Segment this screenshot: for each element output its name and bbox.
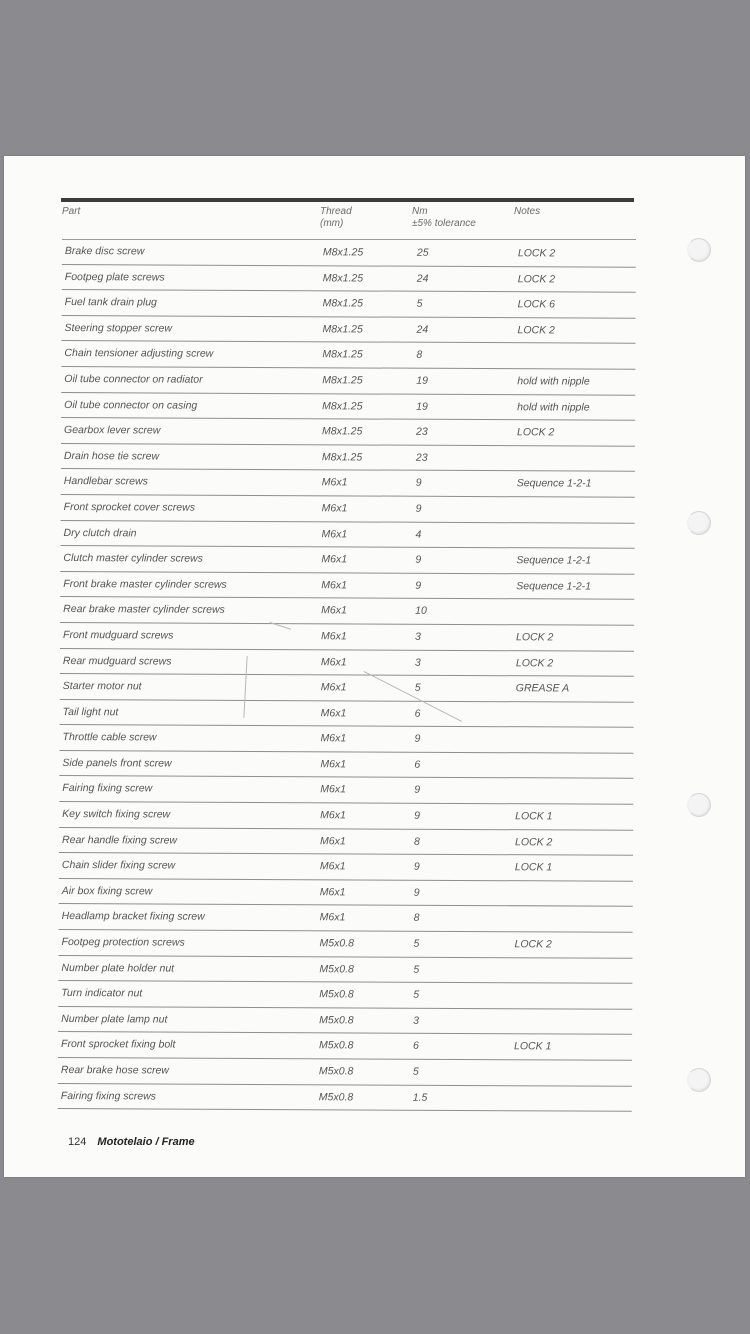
row-thread: M8x1.25 xyxy=(322,246,364,259)
row-thread: M8x1.25 xyxy=(322,348,363,361)
row-nm: 6 xyxy=(414,707,421,720)
row-thread: M6x1 xyxy=(320,655,347,668)
row-nm: 10 xyxy=(415,605,427,618)
row-nm: 24 xyxy=(416,323,429,336)
row-nm: 9 xyxy=(415,502,422,515)
table-row xyxy=(60,572,634,600)
table-row xyxy=(58,1007,632,1035)
table-row xyxy=(60,546,634,574)
row-nm: 8 xyxy=(414,835,420,848)
table-row xyxy=(58,1058,632,1086)
row-part: Starter motor nut xyxy=(62,680,142,693)
row-thread: M6x1 xyxy=(319,886,346,899)
row-thread: M5x0.8 xyxy=(319,1014,354,1027)
row-notes: LOCK 2 xyxy=(517,324,555,337)
row-nm: 5 xyxy=(413,963,420,976)
row-nm: 5 xyxy=(412,1065,419,1078)
row-nm: 9 xyxy=(415,553,422,566)
table-row xyxy=(59,853,633,881)
table-row xyxy=(60,700,634,728)
row-thread: M8x1.25 xyxy=(322,374,363,387)
row-part: Handlebar screws xyxy=(63,475,148,488)
table-row xyxy=(59,904,633,932)
row-nm: 4 xyxy=(415,528,422,541)
row-nm: 3 xyxy=(413,1014,420,1027)
row-part: Brake disc screw xyxy=(64,245,145,258)
row-notes: hold with nipple xyxy=(517,400,590,414)
row-nm: 23 xyxy=(416,425,428,438)
table-row xyxy=(60,623,634,651)
row-notes: Sequence 1-2-1 xyxy=(516,579,592,593)
table-row xyxy=(58,930,632,958)
row-thread: M6x1 xyxy=(321,578,348,592)
row-part: Rear mudguard screws xyxy=(62,654,172,668)
row-nm: 25 xyxy=(416,246,429,259)
header-nm: Nm ±5% tolerance xyxy=(412,206,476,229)
row-part: Turn indicator nut xyxy=(61,987,143,1000)
row-thread: M6x1 xyxy=(320,809,346,822)
row-notes: hold with nipple xyxy=(517,375,590,388)
row-notes: LOCK 2 xyxy=(517,426,555,439)
row-part: Fairing fixing screws xyxy=(60,1089,156,1103)
row-part: Front brake master cylinder screws xyxy=(63,577,227,591)
row-nm: 9 xyxy=(415,477,422,490)
page-number: 124 xyxy=(68,1136,87,1148)
row-thread: M5x0.8 xyxy=(319,1039,354,1052)
row-part: Gearbox lever screw xyxy=(64,424,161,437)
row-part: Rear brake hose screw xyxy=(60,1064,169,1077)
row-nm: 23 xyxy=(415,451,428,464)
row-notes: LOCK 2 xyxy=(515,835,553,849)
row-thread: M6x1 xyxy=(319,860,346,873)
torque-table-body xyxy=(58,239,636,1112)
row-part: Drain hose tie screw xyxy=(63,449,160,463)
table-row xyxy=(59,802,633,830)
row-thread: M6x1 xyxy=(321,502,348,515)
table-row xyxy=(59,828,633,856)
row-notes: LOCK 1 xyxy=(514,861,553,874)
row-part: Dry clutch drain xyxy=(63,526,137,539)
row-nm: 9 xyxy=(414,784,421,797)
row-thread: M8x1.25 xyxy=(322,399,363,413)
row-thread: M8x1.25 xyxy=(322,297,363,310)
row-notes: LOCK 2 xyxy=(517,272,556,286)
row-thread: M8x1.25 xyxy=(321,451,363,464)
row-thread: M6x1 xyxy=(320,783,347,796)
row-nm: 6 xyxy=(414,758,421,771)
row-part: Oil tube connector on casing xyxy=(64,398,198,412)
row-thread: M6x1 xyxy=(321,476,348,489)
row-notes: LOCK 2 xyxy=(517,247,556,260)
row-nm: 5 xyxy=(413,988,420,1001)
row-part: Rear handle fixing screw xyxy=(62,833,178,847)
row-thread: M6x1 xyxy=(321,630,347,643)
table-row xyxy=(62,265,636,293)
row-thread: M5x0.8 xyxy=(319,988,354,1001)
row-thread: M6x1 xyxy=(320,706,347,720)
row-part: Number plate lamp nut xyxy=(61,1012,168,1026)
row-nm: 9 xyxy=(414,733,421,746)
table-header xyxy=(62,204,636,240)
table-row xyxy=(61,418,635,446)
row-nm: 9 xyxy=(414,809,421,822)
row-part: Headlamp bracket fixing screw xyxy=(61,910,205,924)
row-part: Chain tensioner adjusting screw xyxy=(64,347,214,361)
row-part: Steering stopper screw xyxy=(64,321,172,335)
table-row xyxy=(59,751,633,779)
row-notes: GREASE A xyxy=(515,682,570,695)
row-part: Air box fixing screw xyxy=(61,884,153,898)
row-part: Tail light nut xyxy=(62,705,119,718)
row-part: Key switch fixing screw xyxy=(62,808,171,821)
punch-hole-3 xyxy=(687,793,711,817)
table-row xyxy=(61,469,635,497)
row-thread: M6x1 xyxy=(319,911,346,924)
row-part: Clutch master cylinder screws xyxy=(63,552,203,565)
row-nm: 3 xyxy=(415,630,421,643)
table-row xyxy=(61,444,635,472)
row-notes: Sequence 1-2-1 xyxy=(516,554,592,567)
table-row xyxy=(60,521,634,549)
table-row xyxy=(61,367,635,395)
row-nm: 8 xyxy=(416,349,423,362)
table-row xyxy=(58,956,632,984)
row-part: Fairing fixing screw xyxy=(62,782,153,795)
row-thread: M6x1 xyxy=(321,553,348,566)
row-part: Chain slider fixing screw xyxy=(61,859,176,872)
table-top-rule xyxy=(61,198,634,202)
row-part: Oil tube connector on radiator xyxy=(64,372,203,386)
row-thread: M6x1 xyxy=(321,527,348,540)
row-thread: M5x0.8 xyxy=(319,962,354,976)
row-notes: LOCK 2 xyxy=(514,938,552,951)
row-nm: 1.5 xyxy=(412,1091,428,1104)
table-row xyxy=(58,1084,632,1112)
row-notes: LOCK 1 xyxy=(514,1040,552,1053)
row-part: Footpeg protection screws xyxy=(61,936,185,949)
table-row xyxy=(61,495,635,523)
row-part: Rear brake master cylinder screws xyxy=(63,603,225,617)
row-nm: 5 xyxy=(413,937,420,950)
row-nm: 3 xyxy=(414,656,421,669)
table-row xyxy=(58,981,632,1009)
row-nm: 6 xyxy=(413,1040,419,1053)
row-nm: 8 xyxy=(413,912,420,925)
row-part: Number plate holder nut xyxy=(61,961,175,975)
row-part: Footpeg plate screws xyxy=(64,270,165,284)
row-part: Front sprocket cover screws xyxy=(63,500,196,514)
header-part: Part xyxy=(62,206,81,217)
row-notes: LOCK 6 xyxy=(517,298,556,311)
row-thread: M8x1.25 xyxy=(322,323,363,336)
row-thread: M6x1 xyxy=(320,758,347,771)
row-thread: M5x0.8 xyxy=(318,1065,354,1078)
header-thread: Thread (mm) xyxy=(320,206,352,229)
table-row xyxy=(60,674,634,702)
row-thread: M6x1 xyxy=(321,604,347,617)
row-nm: 9 xyxy=(413,886,420,899)
row-part: Side panels front screw xyxy=(62,756,172,770)
row-nm: 5 xyxy=(414,681,421,694)
row-thread: M5x0.8 xyxy=(319,937,355,950)
row-part: Fuel tank drain plug xyxy=(64,296,157,309)
row-notes: LOCK 2 xyxy=(516,631,554,644)
row-part: Front mudguard screws xyxy=(63,628,174,642)
punch-hole-4 xyxy=(687,1068,711,1092)
row-nm: 19 xyxy=(416,400,428,413)
row-part: Throttle cable screw xyxy=(62,731,157,744)
row-thread: M6x1 xyxy=(320,732,347,745)
table-row xyxy=(59,879,633,907)
row-nm: 5 xyxy=(416,297,423,310)
row-nm: 19 xyxy=(416,374,429,387)
punch-hole-2 xyxy=(687,511,711,535)
row-thread: M5x0.8 xyxy=(318,1090,354,1104)
row-thread: M6x1 xyxy=(320,834,346,848)
row-part: Front sprocket fixing bolt xyxy=(61,1038,176,1051)
table-row xyxy=(58,1032,632,1060)
row-notes: LOCK 2 xyxy=(515,656,554,669)
punch-hole-1 xyxy=(687,238,711,262)
row-thread: M6x1 xyxy=(320,681,347,694)
row-nm: 9 xyxy=(413,860,420,874)
section-title: Mototelaio / Frame xyxy=(97,1136,195,1148)
table-row xyxy=(61,341,635,369)
row-notes: Sequence 1-2-1 xyxy=(516,477,592,490)
header-notes: Notes xyxy=(514,206,541,217)
table-row xyxy=(61,393,635,421)
page-footer xyxy=(68,1136,195,1148)
table-row xyxy=(60,648,634,676)
document-page xyxy=(4,156,745,1177)
table-row xyxy=(62,290,636,318)
table-row xyxy=(60,597,634,625)
row-thread: M8x1.25 xyxy=(322,425,363,438)
row-notes: LOCK 1 xyxy=(515,810,553,823)
table-row xyxy=(62,239,636,267)
row-nm: 9 xyxy=(415,579,422,592)
table-row xyxy=(59,725,633,753)
table-row xyxy=(59,776,633,804)
table-row xyxy=(61,316,635,344)
row-thread: M8x1.25 xyxy=(322,271,364,285)
row-nm: 24 xyxy=(416,272,429,285)
